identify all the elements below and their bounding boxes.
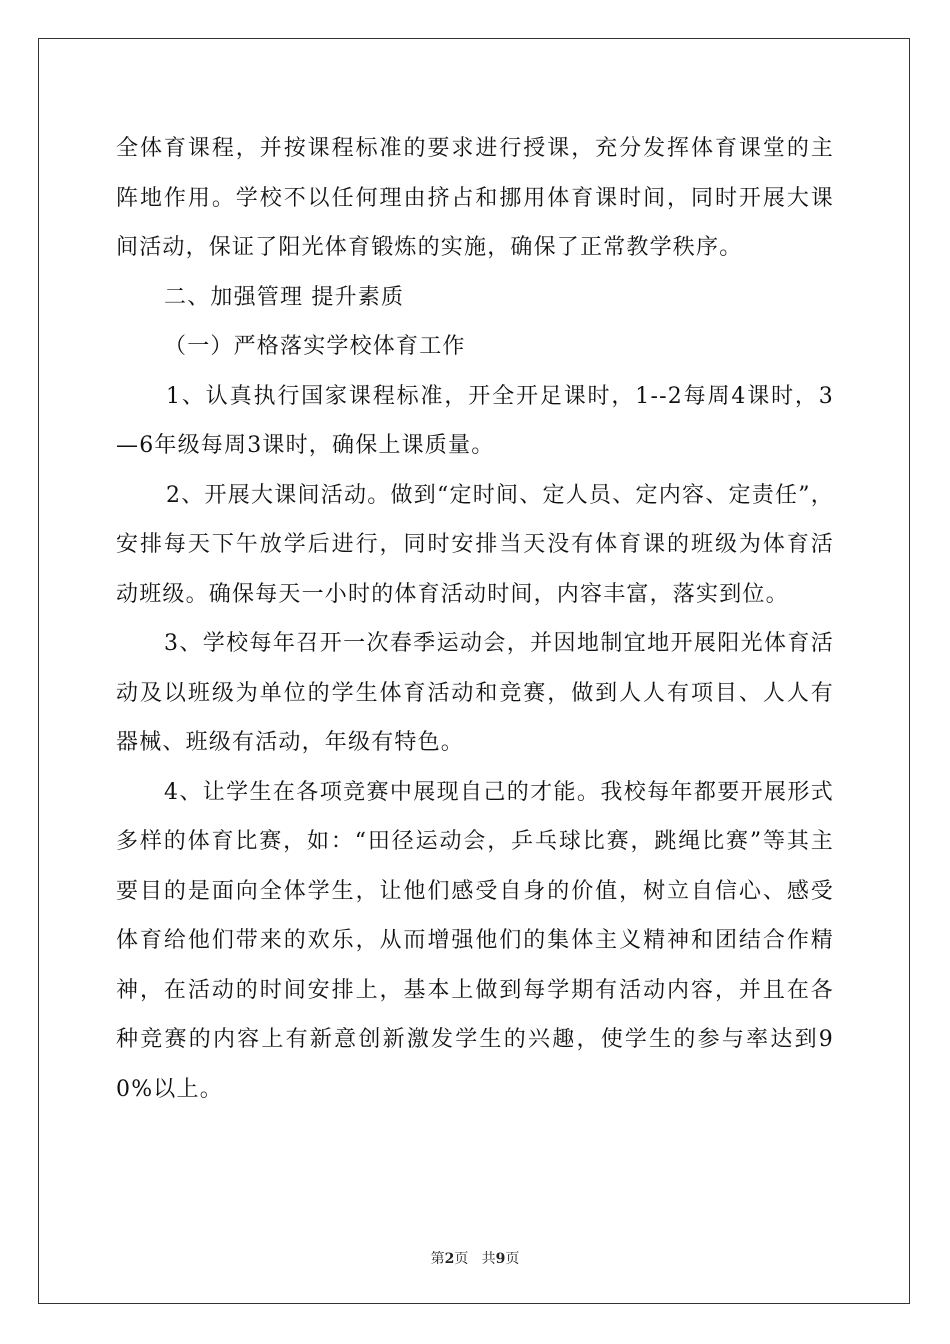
total-prefix: 共: [481, 1251, 496, 1267]
paragraph-item-3: 3、学校每年召开一次春季运动会，并因地制宜地开展阳光体育活动及以班级为单位的学生体育活动和竞赛，做到人人有项目、人人有器械、班级有活动，年级有特色。: [116, 631, 834, 755]
total-pages: 9: [495, 1251, 506, 1267]
paragraph-item-2: 2、开展大课间活动。做到“定时间、定人员、定内容、定责任”，安排每天下午放学后进行，同时安排当天没有体育课的班级为体育活动班级。确保每天一小时的体育活动时间，内容丰富，落实到位。: [116, 482, 834, 607]
document-body: [116, 124, 834, 1114]
paragraph-continuation: 全体育课程，并按课程标准的要求进行授课，充分发挥体育课堂的主阵地作用。学校不以任何理由挤占和挪用体育课时间，同时开展大课间活动，保证了阳光体育锻炼的实施，确保了正常教学秩序。: [116, 136, 834, 260]
paragraph-item-4: 4、让学生在各项竞赛中展现自己的才能。我校每年都要开展形式多样的体育比赛，如：“田径运动会，乒乓球比赛，跳绳比赛”等其主要目的是面向全体学生，让他们感受自身的价值，树立自信心、感受体育给他们带来的欢乐，从而增强他们的集体主义精神和团结合作精神，在活动的时间安排上，基本上做到每学期有活动内容，并且在各种竞赛的内容上有新意创新激发学生的兴趣，使学生的参与率达到90%以上。: [116, 779, 834, 1102]
subsection-heading: （一）严格落实学校体育工作: [164, 334, 466, 359]
paragraph-item-1: 1、认真执行国家课程标准，开全开足课时，1--2每周4课时，3—6年级每周3课时，确保上课质量。: [116, 383, 834, 458]
page-footer: [0, 1248, 950, 1268]
total-suffix: 页: [505, 1251, 520, 1267]
section-heading: 二、加强管理 提升素质: [164, 284, 405, 310]
page-suffix: 页: [454, 1251, 469, 1267]
page-number: 2: [444, 1251, 455, 1267]
page-prefix: 第: [430, 1251, 445, 1267]
